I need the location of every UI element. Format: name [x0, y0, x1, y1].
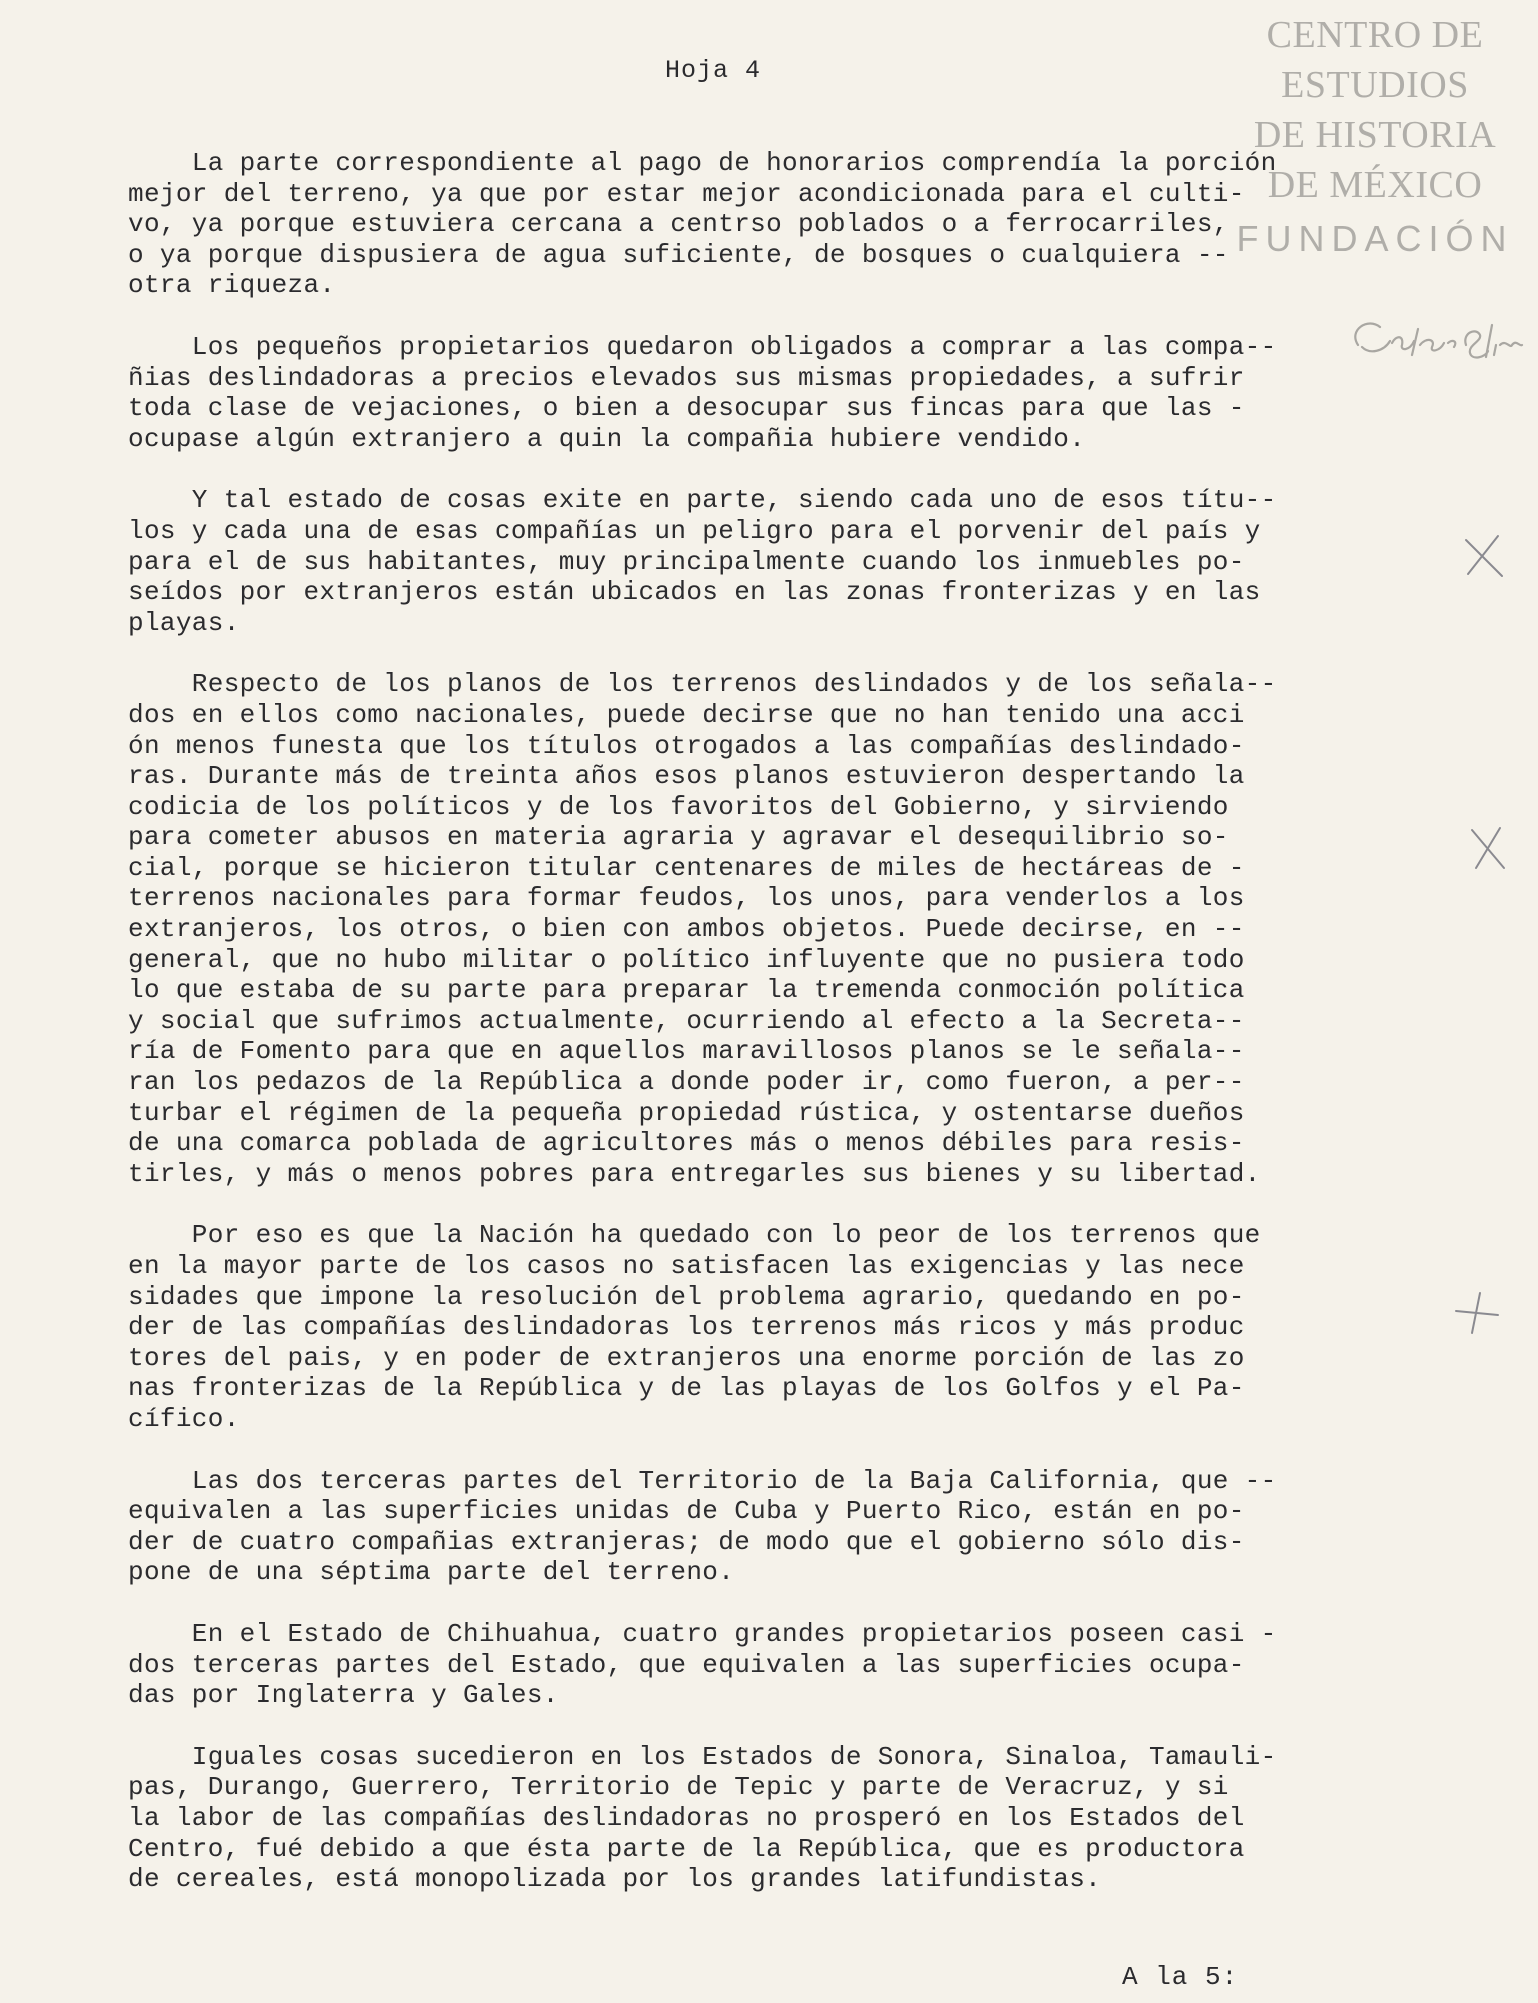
text-line: extranjeros, los otros, o bien con ambos objetos. Puede decirse, en -- [128, 914, 1245, 945]
paragraph [128, 332, 1448, 454]
watermark-line: DE MÉXICO [1267, 164, 1483, 206]
text-line: Iguales cosas sucedieron en los Estados de Sonora, Sinaloa, Tamauli- [128, 1741, 1277, 1772]
text-line: general, que no hubo militar o político influyente que no pusiera todo [128, 944, 1245, 975]
text-line: en la mayor parte de los casos no satisfacen las exigencias y las nece [128, 1251, 1245, 1281]
text-line: ón menos funesta que los títulos otrogados a las compañías deslindado- [128, 730, 1245, 761]
text-line: ñias deslindadoras a precios elevados sus mismas propiedades, a sufrir [128, 362, 1245, 393]
text-line: equivalen a las superficies unidas de Cuba y Puerto Rico, están en po- [128, 1496, 1245, 1527]
pencil-cross-mark-icon [1450, 1285, 1502, 1337]
text-line: la labor de las compañías deslindadoras no prosperó en los Estados del [128, 1802, 1245, 1833]
paragraph [128, 669, 1448, 1189]
text-line: Las dos terceras partes del Territorio de la Baja California, que -- [128, 1465, 1277, 1496]
text-line: Y tal estado de cosas exite en parte, siendo cada uno de esos títu-- [128, 485, 1277, 516]
text-line: y social que sufrimos actualmente, ocurriendo al efecto a la Secreta-- [128, 1005, 1245, 1036]
pencil-cross-mark-icon [1462, 822, 1514, 874]
text-line: nas fronterizas de la República y de las playas de los Golfos y el Pa- [128, 1373, 1245, 1404]
text-line: La parte correspondiente al pago de honorarios comprendía la porción [128, 148, 1277, 178]
text-line: ría de Fomento para que en aquellos maravillosos planos se le señala-- [128, 1036, 1245, 1067]
text-line: tores del pais, y en poder de extranjeros una enorme porción de las zo [128, 1342, 1245, 1373]
text-line: ran los pedazos de la República a donde poder ir, como fueron, a per-- [128, 1067, 1245, 1098]
text-line: seídos por extranjeros están ubicados en las zonas fronterizas y en las [128, 577, 1261, 608]
text-line: turbar el régimen de la pequeña propiedad rústica, y ostentarse dueños [128, 1097, 1245, 1128]
text-line: de cereales, está monopolizada por los grandes latifundistas. [128, 1864, 1102, 1895]
text-line: codicia de los políticos y de los favoritos del Gobierno, y sirviendo [128, 791, 1229, 822]
text-line: playas. [128, 607, 240, 638]
text-line: lo que estaba de su parte para preparar la tremenda conmoción política [128, 975, 1245, 1006]
text-line: para cometer abusos en materia agraria y agravar el desequilibrio so- [128, 822, 1229, 853]
paragraph [128, 485, 1448, 638]
text-line: otra riqueza. [128, 270, 336, 301]
paragraph [128, 1619, 1448, 1711]
text-line: der de cuatro compañias extranjeras; de modo que el gobierno sólo dis- [128, 1526, 1245, 1557]
text-line: mejor del terreno, ya que por estar mejor acondicionada para el culti- [128, 178, 1245, 209]
watermark-line: DE HISTORIA [1253, 114, 1497, 156]
paragraph [128, 148, 1448, 301]
text-line: der de las compañías deslindadoras los terrenos más ricos y más produc [128, 1312, 1245, 1343]
pencil-cross-mark-icon [1458, 530, 1510, 582]
text-line: pas, Durango, Guerrero, Territorio de Tepic y parte de Veracruz, y si [128, 1772, 1229, 1803]
watermark-line: CENTRO DE [1266, 14, 1484, 56]
text-line: Respecto de los planos de los terrenos deslindados y de los señala-- [128, 669, 1277, 700]
text-line: Por eso es que la Nación ha quedado con lo peor de los terrenos que [128, 1220, 1261, 1251]
text-line: para el de sus habitantes, muy principalmente cuando los inmuebles po- [128, 546, 1245, 577]
text-line: Los pequeños propietarios quedaron obligados a comprar a las compa-- [128, 331, 1277, 362]
paragraph [128, 1220, 1448, 1434]
document-body [128, 148, 1448, 1926]
text-line: das por Inglaterra y Gales. [128, 1680, 559, 1711]
text-line: Centro, fué debido a que ésta parte de la República, que es productora [128, 1833, 1245, 1864]
text-line: toda clase de vejaciones, o bien a desocupar sus fincas para que las - [128, 393, 1245, 424]
text-line: cial, porque se hicieron titular centenares de miles de hectáreas de - [128, 852, 1245, 883]
text-line: vo, ya porque estuviera cercana a centrso poblados o a ferrocarriles, [128, 209, 1229, 240]
text-line: o ya porque dispusiera de agua suficiente, de bosques o cualquiera -- [128, 239, 1229, 270]
text-line: terrenos nacionales para formar feudos, los unos, para venderlos a los [128, 883, 1245, 914]
paragraph [128, 1466, 1448, 1588]
text-line: dos en ellos como nacionales, puede decirse que no han tenido una acci [128, 699, 1245, 730]
watermark-line: ESTUDIOS [1281, 64, 1469, 106]
text-line: cífico. [128, 1403, 240, 1434]
text-line: ocupase algún extranjero a quin la compañia hubiere vendido. [128, 423, 1086, 454]
text-line: pone de una séptima parte del terreno. [128, 1557, 735, 1588]
paragraph [128, 1742, 1448, 1895]
text-line: los y cada una de esas compañías un peligro para el porvenir del país y [128, 515, 1261, 546]
continuation-note: A la 5: [1122, 1962, 1239, 1992]
text-line: En el Estado de Chihuahua, cuatro grandes propietarios poseen casi - [128, 1618, 1277, 1649]
page-title: Hoja 4 [665, 56, 762, 85]
text-line: de una comarca poblada de agricultores más o menos débiles para resis- [128, 1128, 1245, 1159]
text-line: tirles, y más o menos pobres para entregarles sus bienes y su libertad. [128, 1158, 1261, 1189]
watermark-fundacion: FUNDACIÓN [1236, 218, 1514, 259]
text-line: dos terceras partes del Estado, que equivalen a las superficies ocupa- [128, 1649, 1245, 1680]
text-line: sidades que impone la resolución del problema agrario, quedando en po- [128, 1281, 1245, 1312]
text-line: ras. Durante más de treinta años esos planos estuvieron despertando la [128, 761, 1245, 792]
